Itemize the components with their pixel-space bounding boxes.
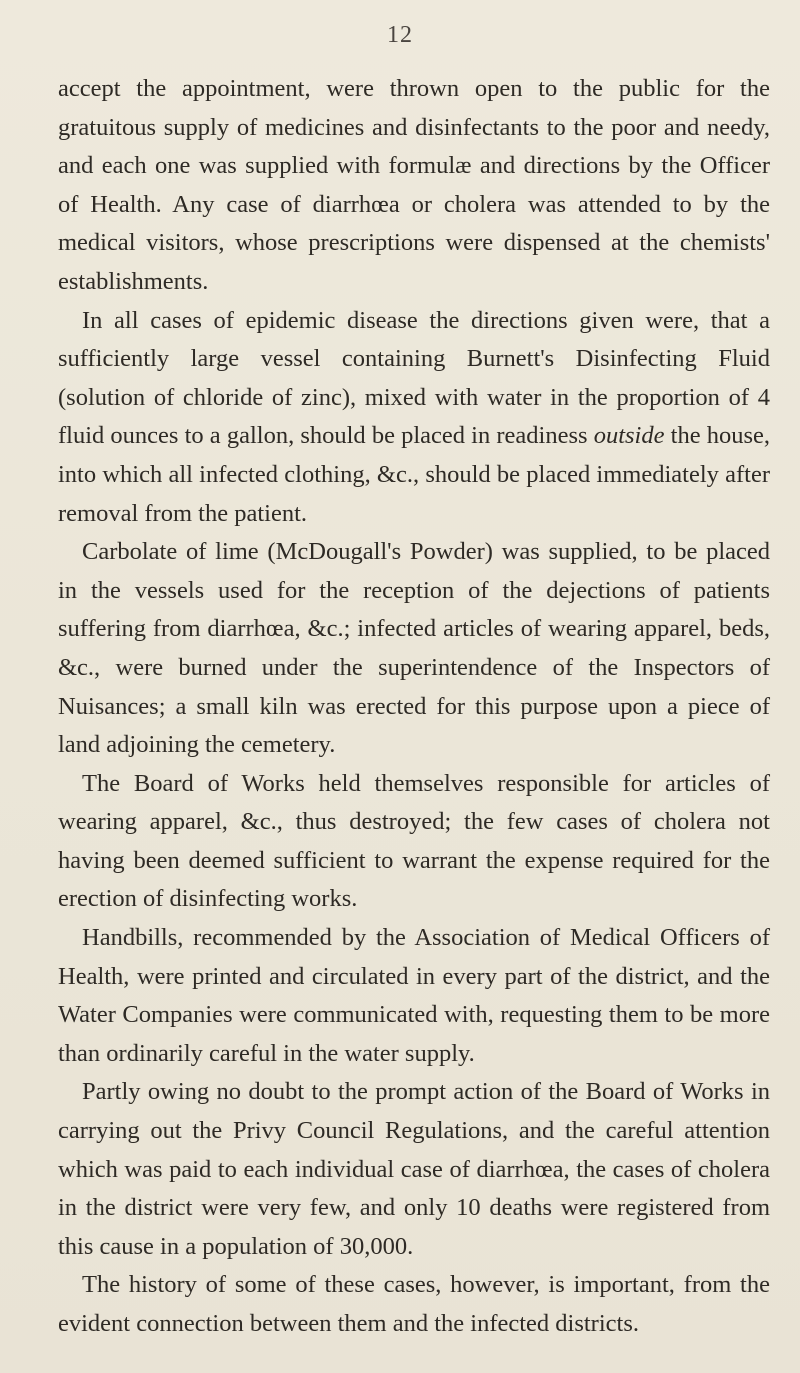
paragraph-2-text-before: In all cases of epidemic disease the directions given were, that a sufficiently large vessel containing Burnett's Disinfecting Fluid (solution of chloride of zinc), mixed with water in the proportion of 4 fluid ounces to a gallon, should be placed in readiness	[58, 306, 770, 450]
paragraph-2	[58, 302, 770, 534]
paragraph-7: The history of some of these cases, however, is important, from the evident connection between them and the infected districts.	[58, 1271, 770, 1337]
page-number: 12	[387, 22, 413, 48]
paragraph-2-text-after: the house, into which all infected clothing, &c., should be placed immediately after removal from the patient.	[58, 422, 770, 527]
paragraph-5: Handbills, recommended by the Association of Medical Officers of Health, were printed and circulated in every part of the district, and the Water Companies were communicated with, requesting them to be more than ordinarily careful in the water supply.	[58, 924, 770, 1067]
paragraph-3: Carbolate of lime (McDougall's Powder) was supplied, to be placed in the vessels used for the reception of the dejections of patients suffering from diarrhœa, &c.; infected articles of wearing apparel, beds, &c., were burned under the superintendence of the Inspectors of Nuisances; a small kiln was erected for this purpose upon a piece of land adjoining the cemetery.	[58, 538, 770, 759]
paragraph-1: accept the appointment, were thrown open to the public for the gratuitous supply of medicines and disinfectants to the poor and needy, and each one was supplied with formulæ and directions by the Officer of Health. Any case of diarrhœa or cholera was attended to by the medical visitors, whose prescriptions were dispensed at the chemists' establishments.	[58, 75, 770, 295]
paragraph-2-emphasis: outside	[593, 422, 665, 450]
paragraph-6: Partly owing no doubt to the prompt action of the Board of Works in carrying out the Privy Council Regulations, and the careful attention which was paid to each individual case of diarrhœa, the cases of cholera in the district were very few, and only 10 deaths were registered from this cause in a population of 30,000.	[58, 1078, 770, 1260]
paragraph-4: The Board of Works held themselves responsible for articles of wearing apparel, &c., thus destroyed; the few cases of cholera not having been deemed sufficient to warrant the expense required for the erection of disinfecting works.	[58, 769, 770, 913]
body-text	[58, 70, 770, 1344]
